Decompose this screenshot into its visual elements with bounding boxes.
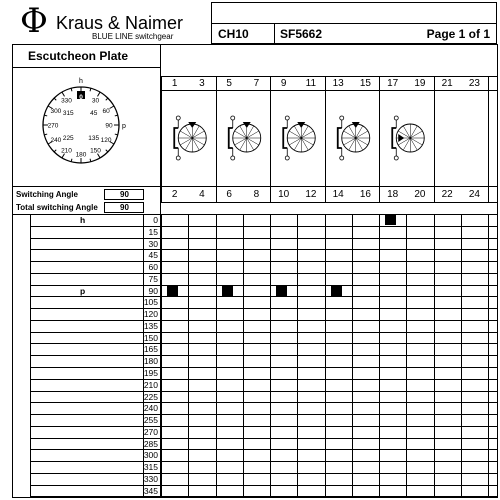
- table-column-divider: [216, 214, 217, 498]
- table-row: [30, 461, 498, 462]
- terminal-number-top: 23: [468, 78, 480, 89]
- table-column-divider: [325, 214, 326, 498]
- angle-label: 0: [153, 215, 158, 225]
- terminal-row-line: [161, 202, 498, 203]
- terminal-number-bottom: 22: [441, 189, 453, 200]
- terminal-number-top: 15: [359, 78, 371, 89]
- terminal-number-top: 5: [226, 78, 232, 89]
- terminal-number-bottom: 10: [278, 189, 290, 200]
- dial-label: 330: [61, 97, 72, 105]
- table-row: [30, 379, 498, 380]
- plate-title: Escutcheon Plate: [28, 49, 129, 63]
- table-row: [30, 402, 498, 403]
- table-column-divider: [406, 214, 407, 498]
- terminal-number-top: 21: [441, 78, 453, 89]
- dial-label: 0: [79, 94, 83, 101]
- contact-symbol: [174, 116, 206, 160]
- dial-label: 135: [88, 135, 100, 143]
- angle-label: 30: [148, 238, 158, 249]
- angle-label: 105: [143, 297, 158, 308]
- table-row: [30, 485, 498, 486]
- table-column-divider: [243, 214, 244, 498]
- terminal-row-line: [161, 90, 498, 91]
- contact-symbol: [338, 116, 370, 160]
- table-column-divider: [297, 214, 298, 498]
- table-row: [30, 438, 498, 439]
- terminal-row-line: [161, 76, 498, 77]
- terminal-number-bottom: 18: [387, 189, 399, 200]
- table-column-divider: [488, 214, 489, 498]
- table-row: [30, 226, 498, 227]
- dial-label: 240: [50, 137, 62, 144]
- contact-closed-mark: [276, 286, 287, 296]
- angle-label: 75: [148, 273, 158, 284]
- switching-angle-value: 90: [120, 190, 129, 199]
- contact-group-divider: [434, 76, 435, 203]
- table-column-divider: [352, 214, 353, 498]
- terminal-number-top: 1: [171, 78, 178, 89]
- company-tagline: BLUE LINE switchgear: [92, 32, 174, 41]
- angle-label: 240: [143, 403, 158, 414]
- angle-label: 285: [143, 438, 158, 449]
- dial-label: 315: [62, 109, 74, 117]
- switching-angle-label: Switching Angle: [16, 190, 78, 199]
- table-row: [30, 285, 498, 286]
- position-label: h: [80, 215, 86, 225]
- logo-symbol: Φ: [20, 1, 48, 41]
- dial-label: 60: [102, 108, 110, 115]
- terminal-number-top: 3: [199, 78, 205, 89]
- terminal-number-bottom: 12: [305, 189, 317, 200]
- angle-column-divider: [143, 214, 144, 498]
- table-row: [30, 367, 498, 368]
- table-column-divider: [461, 214, 462, 498]
- contact-group-divider: [270, 76, 271, 203]
- dial-label: p: [122, 123, 126, 130]
- table-row: [30, 343, 498, 344]
- terminal-row-line: [161, 186, 498, 187]
- contact-closed-mark: [222, 286, 233, 296]
- dial-label: 90: [105, 122, 113, 130]
- angle-label: 255: [143, 415, 158, 426]
- angle-label: 315: [143, 462, 158, 473]
- terminal-number-top: 9: [280, 78, 287, 89]
- terminal-number-top: 13: [332, 78, 344, 89]
- table-row: [30, 355, 498, 356]
- contact-symbol: [392, 116, 424, 160]
- table-column-divider: [188, 214, 189, 498]
- angle-label: 45: [148, 250, 158, 261]
- table-row: [30, 261, 498, 262]
- angle-label: 60: [148, 262, 158, 273]
- terminal-number-top: 17: [387, 78, 399, 89]
- table-row: [30, 308, 498, 309]
- terminal-number-bottom: 8: [253, 189, 260, 200]
- contact-closed-mark: [385, 215, 396, 225]
- terminal-number-bottom: 6: [226, 189, 232, 200]
- dial-label: 270: [47, 122, 59, 130]
- table-left-divider: [30, 214, 31, 498]
- total-switching-angle-value: 90: [120, 203, 129, 212]
- table-row: [30, 391, 498, 392]
- terminal-number-top: 11: [305, 78, 317, 89]
- contact-group-divider: [488, 76, 489, 203]
- angle-label: 90: [148, 285, 158, 296]
- dial-label: 180: [75, 151, 87, 159]
- program-code: SF5662: [280, 27, 323, 41]
- table-row: [30, 273, 498, 274]
- angle-label: 180: [143, 356, 158, 367]
- angle-label: 345: [143, 485, 158, 496]
- table-row: [30, 414, 498, 415]
- dial-label: h: [79, 78, 83, 85]
- table-row: [30, 449, 498, 450]
- angle-label: 15: [148, 226, 158, 237]
- terminal-number-bottom: 4: [199, 189, 205, 200]
- table-column-divider: [161, 214, 162, 498]
- dial-label: 120: [100, 137, 112, 144]
- page-indicator: Page 1 of 1: [426, 27, 490, 41]
- contact-group-divider: [161, 76, 162, 203]
- angle-label: 165: [143, 344, 158, 355]
- contact-closed-mark: [167, 286, 178, 296]
- terminal-number-top: 19: [414, 78, 426, 89]
- total-switching-angle-label: Total switching Angle: [16, 203, 98, 212]
- contact-group-divider: [325, 76, 326, 203]
- company-name: Kraus & Naimer: [56, 13, 184, 33]
- contact-symbol: [283, 116, 315, 160]
- table-row: [30, 473, 498, 474]
- dial-label: 210: [61, 147, 72, 155]
- contact-group-divider: [379, 76, 380, 203]
- angle-label: 120: [143, 309, 158, 320]
- contact-closed-mark: [331, 286, 342, 296]
- table-column-divider: [270, 214, 271, 498]
- table-column-divider: [434, 214, 435, 498]
- table-row: [30, 496, 498, 497]
- terminal-number-bottom: 16: [359, 189, 371, 200]
- contact-group-divider: [216, 76, 217, 203]
- terminal-number-bottom: 24: [468, 189, 480, 200]
- table-row: [30, 296, 498, 297]
- angle-label: 135: [143, 320, 158, 331]
- series-code: CH10: [218, 27, 249, 41]
- dial-label: 300: [50, 108, 62, 115]
- grid-top-line: [12, 214, 498, 215]
- table-row: [30, 249, 498, 250]
- dial-label: 150: [90, 147, 101, 155]
- angle-label: 330: [143, 473, 158, 484]
- dial-label: 30: [91, 97, 100, 105]
- angle-label: 300: [143, 450, 158, 461]
- terminal-number-bottom: 20: [414, 189, 426, 200]
- table-row: [30, 426, 498, 427]
- position-label: p: [80, 285, 86, 296]
- angle-label: 150: [143, 332, 158, 343]
- terminal-number-top: 7: [253, 78, 260, 89]
- dial-label: 225: [62, 135, 74, 143]
- angle-label: 195: [143, 368, 158, 378]
- table-row: [30, 332, 498, 333]
- angle-label: 225: [143, 391, 158, 402]
- terminal-number-bottom: 2: [171, 189, 178, 200]
- table-row: [30, 238, 498, 239]
- table-column-divider: [379, 214, 380, 498]
- table-row: [30, 320, 498, 321]
- dial-label: 45: [90, 109, 98, 117]
- terminal-number-bottom: 14: [332, 189, 344, 200]
- contact-symbol: [229, 116, 261, 160]
- angle-label: 210: [143, 379, 158, 390]
- angle-label: 270: [143, 426, 158, 437]
